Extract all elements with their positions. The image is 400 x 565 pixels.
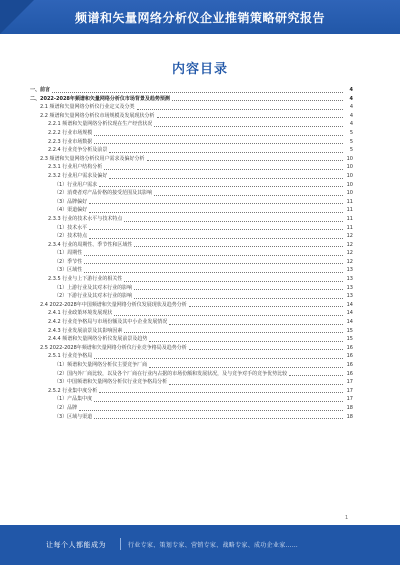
toc-entry[interactable] bbox=[30, 215, 353, 224]
header-banner bbox=[0, 0, 400, 34]
toc-entry-text: 2.3.1 行业用户结构分析 bbox=[48, 164, 103, 171]
toc-entry-text: （3）中国频谱和矢量网络分析仪行业竞争格局分析 bbox=[54, 379, 168, 386]
toc-entry-page: 12 bbox=[346, 258, 353, 265]
toc-entry-page: 16 bbox=[346, 362, 353, 368]
toc-entry-page: 14 bbox=[346, 319, 353, 326]
toc-entry-text: 2.4.3 行业发展前景及其影响因素 bbox=[48, 327, 123, 334]
toc-entry-text: 2.3.2 行业用户需求及偏好 bbox=[48, 172, 108, 179]
toc-leader-dots bbox=[84, 254, 343, 256]
toc-entry[interactable] bbox=[30, 86, 353, 95]
footer-tagline: 行业专家、策划专家、营销专家、战略专家、成功企业家…… bbox=[128, 542, 299, 549]
toc-entry[interactable] bbox=[30, 378, 353, 387]
toc-entry[interactable] bbox=[30, 395, 353, 404]
toc-entry-text: 2.4.1 行业政策环境发展现状 bbox=[48, 310, 113, 317]
toc-entry-text: 二、2022-2028年频谱和矢量网络分析仪市场背景及趋势预测 bbox=[30, 95, 170, 102]
toc-entry[interactable] bbox=[30, 352, 353, 361]
toc-entry-page: 11 bbox=[346, 215, 353, 222]
toc-leader-dots bbox=[79, 409, 343, 411]
toc-heading: 内容目录 bbox=[171, 62, 228, 77]
toc-entry[interactable] bbox=[30, 284, 353, 293]
toc-entry-text: 2.5 2022-2028年频谱和矢量网络分析仪行业竞争格局及趋势分析 bbox=[40, 344, 187, 351]
toc-entry-page: 14 bbox=[346, 310, 353, 317]
toc-entry-page: 4 bbox=[349, 121, 353, 128]
toc-leader-dots bbox=[89, 237, 343, 239]
toc-entry[interactable] bbox=[30, 404, 353, 413]
toc-entry[interactable] bbox=[30, 292, 353, 301]
toc-entry-page: 15 bbox=[346, 336, 353, 343]
toc-entry[interactable] bbox=[30, 309, 353, 318]
toc-entry-text: （2）下游行业及其对本行业的影响 bbox=[54, 293, 133, 300]
toc-entry[interactable] bbox=[30, 370, 353, 379]
toc-leader-dots bbox=[84, 271, 343, 273]
toc-entry-page: 10 bbox=[346, 190, 353, 197]
toc-leader-dots bbox=[89, 202, 343, 204]
toc-leader-dots bbox=[169, 323, 343, 325]
toc-entry-page: 10 bbox=[346, 172, 353, 179]
footer-slogan: 让每个人都能成为 bbox=[46, 541, 106, 549]
toc-entry-page: 10 bbox=[346, 164, 353, 171]
toc-entry-page: 11 bbox=[346, 207, 353, 214]
toc-entry-page: 17 bbox=[346, 379, 353, 386]
footer-banner bbox=[0, 525, 400, 565]
toc-entry[interactable] bbox=[30, 112, 353, 121]
toc-leader-dots bbox=[149, 366, 343, 368]
toc-leader-dots bbox=[172, 99, 343, 101]
toc-entry[interactable] bbox=[30, 344, 353, 353]
toc-entry-text: （2）消费者对产品价格的接受范围及其影响 bbox=[54, 190, 153, 197]
toc-entry[interactable] bbox=[30, 181, 353, 190]
toc-entry-page: 12 bbox=[346, 241, 353, 248]
toc-entry-text: （2）技术特点 bbox=[54, 233, 88, 240]
toc-entry[interactable] bbox=[30, 163, 353, 172]
toc-entry-page: 17 bbox=[346, 396, 353, 403]
toc-entry-text: 2.3.3 行业的技术水平与技术特点 bbox=[48, 215, 123, 222]
toc-entry[interactable] bbox=[30, 413, 353, 422]
toc-entry[interactable] bbox=[30, 335, 353, 344]
toc-leader-dots bbox=[137, 108, 343, 110]
toc-entry-page: 16 bbox=[346, 370, 353, 377]
toc-entry-text: 2.5.1 行业竞争格局 bbox=[48, 353, 93, 360]
toc-leader-dots bbox=[189, 305, 343, 307]
toc-entry-text: （1）频谱和矢量网络分析仪主要竞争厂商 bbox=[54, 362, 148, 368]
toc-leader-dots bbox=[104, 168, 343, 170]
toc-entry[interactable] bbox=[30, 206, 353, 215]
toc-entry-text: 2.5.2 行业集中度分析 bbox=[48, 387, 98, 394]
report-title: 频谱和矢量网络分析仪企业推销策略研究报告 bbox=[74, 11, 325, 25]
toc-leader-dots bbox=[99, 391, 343, 393]
toc-entry[interactable] bbox=[30, 327, 353, 336]
toc-entry-text: 2.2 频谱和矢量网络分析仪市场规模及发展现状分析 bbox=[40, 112, 155, 119]
toc-leader-dots bbox=[94, 417, 343, 419]
toc-leader-dots bbox=[134, 245, 343, 247]
toc-entry-text: 一、前言 bbox=[30, 87, 51, 93]
footer-divider bbox=[120, 538, 121, 550]
toc-leader-dots bbox=[52, 91, 343, 93]
toc-leader-dots bbox=[149, 340, 343, 342]
toc-entry[interactable] bbox=[30, 138, 353, 147]
toc-entry-text: （2）国内外厂商比较，以及各个厂商在行业内占据的市场份额和发展状况，及与竞争对手的竞争优势比较 bbox=[54, 370, 288, 377]
toc-leader-dots bbox=[154, 125, 343, 127]
toc-entry[interactable] bbox=[30, 172, 353, 181]
toc-leader-dots bbox=[109, 177, 343, 179]
toc-leader-dots bbox=[134, 288, 343, 290]
toc-entry-text: （1）周期性 bbox=[54, 250, 83, 257]
table-of-contents bbox=[30, 86, 353, 421]
toc-entry[interactable] bbox=[30, 249, 353, 258]
toc-entry-page: 11 bbox=[346, 198, 353, 205]
toc-entry-text: 2.2.2 行业市场规模 bbox=[48, 129, 93, 136]
toc-entry-text: （3）品牌偏好 bbox=[54, 198, 88, 205]
toc-entry-page: 11 bbox=[346, 224, 353, 231]
toc-leader-dots bbox=[124, 280, 343, 282]
toc-entry-page: 5 bbox=[349, 129, 353, 136]
toc-entry-page: 13 bbox=[346, 284, 353, 291]
toc-entry-text: 2.4.2 行业竞争格局与市场份额及其中小企业发展情况 bbox=[48, 319, 168, 326]
toc-entry[interactable] bbox=[30, 266, 353, 275]
toc-entry-page: 16 bbox=[346, 353, 353, 360]
toc-leader-dots bbox=[109, 151, 343, 153]
toc-entry-text: （3）区域与渠道 bbox=[54, 413, 93, 420]
toc-entry-page: 14 bbox=[346, 301, 353, 308]
toc-leader-dots bbox=[157, 116, 343, 118]
toc-entry-page: 5 bbox=[349, 138, 353, 145]
toc-leader-dots bbox=[169, 383, 343, 385]
toc-entry-text: 2.3.4 行业的周期性、季节性和区域性 bbox=[48, 241, 133, 248]
toc-entry[interactable] bbox=[30, 387, 353, 396]
toc-entry-page: 4 bbox=[349, 112, 353, 119]
toc-entry-page: 18 bbox=[346, 404, 353, 411]
toc-leader-dots bbox=[94, 357, 343, 359]
toc-leader-dots bbox=[147, 159, 343, 161]
toc-entry-page: 13 bbox=[346, 276, 353, 283]
toc-entry-page: 10 bbox=[346, 155, 353, 162]
toc-entry-text: （1）产品集中度 bbox=[54, 396, 93, 403]
toc-entry[interactable] bbox=[30, 224, 353, 233]
toc-entry[interactable] bbox=[30, 198, 353, 207]
toc-entry[interactable] bbox=[30, 275, 353, 284]
toc-entry-page: 18 bbox=[346, 413, 353, 420]
toc-entry[interactable] bbox=[30, 95, 353, 104]
toc-leader-dots bbox=[154, 194, 343, 196]
toc-entry-text: 2.2.1 频谱和矢量网络分析仪现在生产经营状况 bbox=[48, 121, 153, 128]
toc-leader-dots bbox=[94, 134, 343, 136]
toc-leader-dots bbox=[289, 374, 343, 376]
toc-entry[interactable] bbox=[30, 120, 353, 129]
toc-entry[interactable] bbox=[30, 129, 353, 138]
toc-leader-dots bbox=[89, 211, 343, 213]
toc-entry[interactable] bbox=[30, 232, 353, 241]
toc-entry[interactable] bbox=[30, 241, 353, 250]
toc-entry-text: （1）行业用户需求 bbox=[54, 181, 98, 188]
toc-entry-text: （3）区域性 bbox=[54, 267, 83, 274]
toc-entry-text: （1）技术水平 bbox=[54, 224, 88, 231]
toc-entry-page: 12 bbox=[346, 233, 353, 240]
toc-entry-page: 5 bbox=[349, 147, 353, 154]
toc-entry-text: （1）上游行业及其对本行业的影响 bbox=[54, 284, 133, 291]
toc-leader-dots bbox=[114, 314, 343, 316]
toc-entry-text: 2.2.3 行业市场数据 bbox=[48, 138, 93, 145]
toc-entry[interactable] bbox=[30, 146, 353, 155]
toc-leader-dots bbox=[134, 297, 343, 299]
toc-entry-text: 2.1 频谱和矢量网络分析仪行业定义及分类 bbox=[40, 104, 135, 111]
toc-leader-dots bbox=[189, 348, 343, 350]
toc-entry[interactable] bbox=[30, 318, 353, 327]
toc-leader-dots bbox=[124, 331, 343, 333]
toc-entry[interactable] bbox=[30, 301, 353, 310]
toc-entry-text: 2.4 2022-2028年中国频谱和矢量网络分析仪发展现状及趋势分析 bbox=[40, 301, 187, 308]
toc-entry[interactable] bbox=[30, 258, 353, 267]
toc-entry-text: （2）品牌 bbox=[54, 404, 78, 411]
toc-entry-page: 16 bbox=[346, 344, 353, 351]
toc-entry-text: 2.2.4 行业竞争分析及前景 bbox=[48, 147, 108, 154]
toc-leader-dots bbox=[89, 228, 343, 230]
toc-entry[interactable] bbox=[30, 189, 353, 198]
toc-entry-page: 13 bbox=[346, 267, 353, 274]
toc-entry-text: 2.3.5 行业与上下游行业的相关性 bbox=[48, 276, 123, 283]
toc-entry-text: （2）季节性 bbox=[54, 258, 83, 265]
toc-entry-page: 10 bbox=[346, 181, 353, 188]
toc-entry-page: 4 bbox=[349, 95, 353, 102]
toc-entry-page: 12 bbox=[346, 250, 353, 257]
toc-leader-dots bbox=[94, 400, 343, 402]
toc-entry-page: 13 bbox=[346, 293, 353, 300]
toc-leader-dots bbox=[94, 142, 343, 144]
page-number: 1 bbox=[345, 515, 349, 521]
toc-entry-text: 2.3 频谱和矢量网络分析仪用户需求及偏好分析 bbox=[40, 155, 145, 162]
toc-leader-dots bbox=[99, 185, 343, 187]
toc-leader-dots bbox=[84, 262, 343, 264]
toc-entry-text: （4）渠道偏好 bbox=[54, 207, 88, 214]
toc-leader-dots bbox=[124, 220, 343, 222]
toc-entry-page: 4 bbox=[349, 104, 353, 111]
toc-entry[interactable] bbox=[30, 103, 353, 112]
toc-entry[interactable] bbox=[30, 155, 353, 164]
toc-entry-page: 17 bbox=[346, 387, 353, 394]
toc-entry-page: 15 bbox=[346, 327, 353, 334]
toc-entry[interactable] bbox=[30, 361, 353, 370]
toc-entry-page: 4 bbox=[349, 87, 353, 93]
toc-entry-text: 2.4.4 频谱和矢量网络分析仪发展前景及趋势 bbox=[48, 336, 148, 343]
